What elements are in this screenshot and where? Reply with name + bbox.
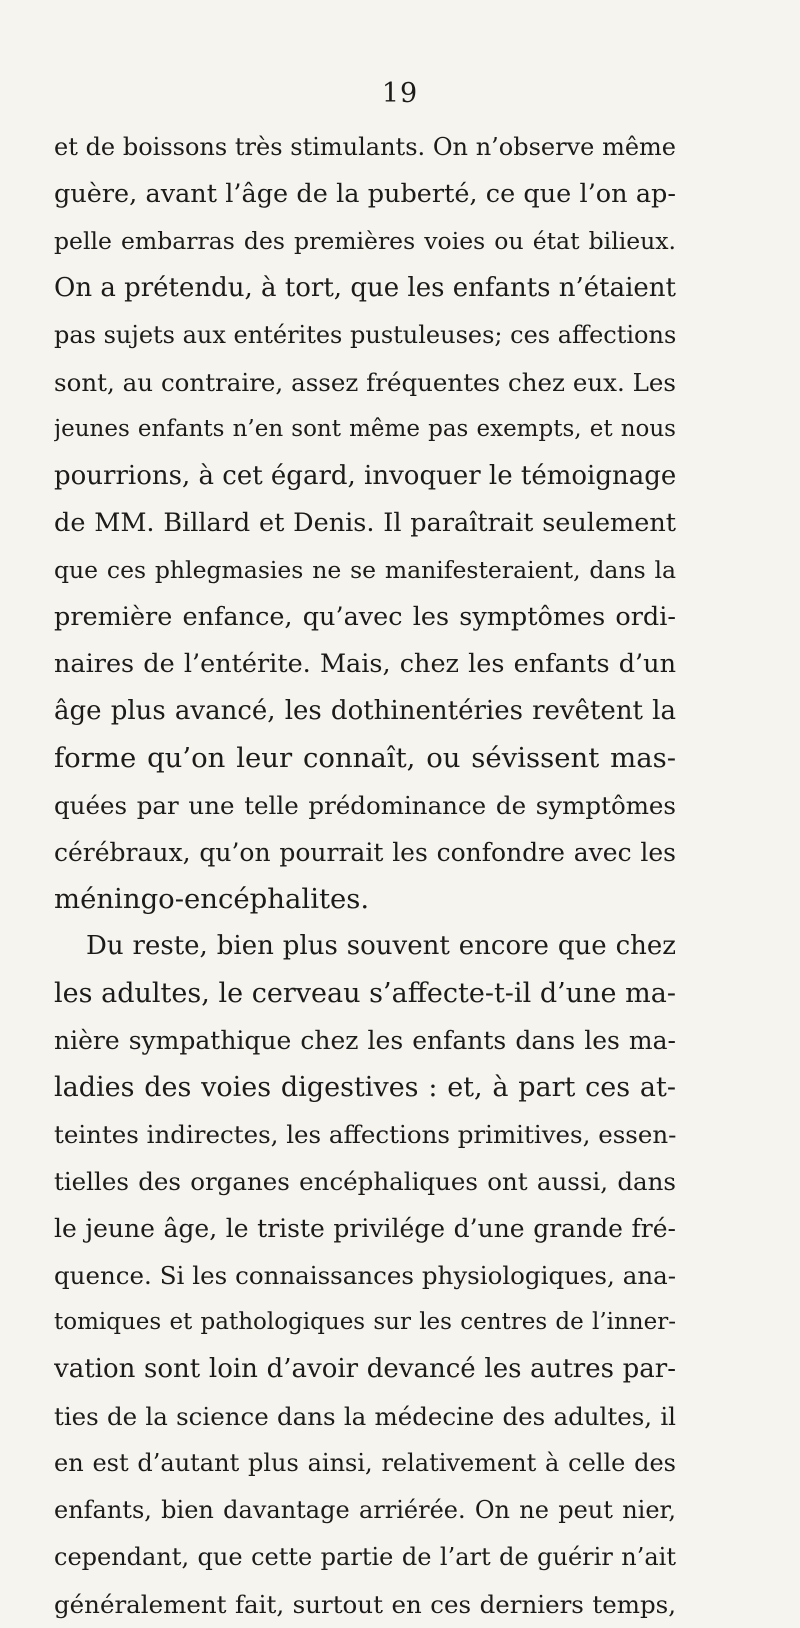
text-line: tomiques et pathologiques sur les centres de l’inner- bbox=[54, 1309, 676, 1335]
text-line: ties de la science dans la médecine des adultes, il bbox=[54, 1402, 676, 1431]
text-line: Du reste, bien plus souvent encore que chez bbox=[86, 931, 676, 961]
text-line: guère, avant l’âge de la puberté, ce que l’on ap- bbox=[54, 179, 676, 209]
body-text bbox=[54, 124, 676, 1628]
text-line: première enfance, qu’avec les symptômes ordi- bbox=[54, 602, 676, 632]
text-line: âge plus avancé, les dothinentéries revêtent la bbox=[54, 696, 676, 726]
text-line: On a prétendu, à tort, que les enfants n’étaient bbox=[54, 273, 676, 303]
text-line: cependant, que cette partie de l’art de guérir n’ait bbox=[54, 1543, 676, 1571]
text-line: enfants, bien davantage arriérée. On ne peut nier, bbox=[54, 1496, 676, 1524]
text-line: sont, au contraire, assez fréquentes chez eux. Les bbox=[54, 368, 676, 397]
text-line: forme qu’on leur connaît, ou sévissent mas- bbox=[54, 742, 676, 774]
text-line: ladies des voies digestives : et, à part ces at- bbox=[54, 1072, 676, 1103]
text-line: pourrions, à cet égard, invoquer le témoignage bbox=[54, 461, 676, 491]
text-line: naires de l’entérite. Mais, chez les enfants d’un bbox=[54, 649, 676, 679]
text-line: quence. Si les connaissances physiologiques, ana- bbox=[54, 1261, 676, 1290]
text-line: pelle embarras des premières voies ou état bilieux. bbox=[54, 227, 676, 255]
text-line: méningo-encéphalites. bbox=[54, 883, 370, 915]
text-line: tielles des organes encéphaliques ont aussi, dans bbox=[54, 1167, 676, 1196]
text-line: jeunes enfants n’en sont même pas exempts, et nous bbox=[54, 416, 676, 442]
page-number: 19 bbox=[381, 78, 419, 109]
text-line: généralement fait, surtout en ces derniers temps, bbox=[54, 1590, 676, 1619]
text-line: et de boissons très stimulants. On n’observe même bbox=[54, 133, 676, 161]
text-line: pas sujets aux entérites pustuleuses; ces affections bbox=[54, 321, 676, 349]
text-line: que ces phlegmasies ne se manifesteraient, dans la bbox=[54, 556, 676, 584]
text-line: en est d’autant plus ainsi, relativement à celle des bbox=[54, 1449, 676, 1477]
text-line: teintes indirectes, les affections primitives, essen- bbox=[54, 1120, 676, 1149]
text-line: de MM. Billard et Denis. Il paraîtrait seulement bbox=[54, 508, 676, 538]
text-line: les adultes, le cerveau s’affecte-t-il d’une ma- bbox=[54, 978, 676, 1009]
text-line: le jeune âge, le triste privilége d’une grande fré- bbox=[54, 1214, 676, 1243]
text-line: quées par une telle prédominance de symptômes bbox=[54, 791, 676, 820]
text-line: nière sympathique chez les enfants dans les ma- bbox=[54, 1026, 676, 1055]
text-line: cérébraux, qu’on pourrait les confondre avec les bbox=[54, 838, 676, 867]
text-line: vation sont loin d’avoir devancé les autres par- bbox=[54, 1354, 676, 1384]
